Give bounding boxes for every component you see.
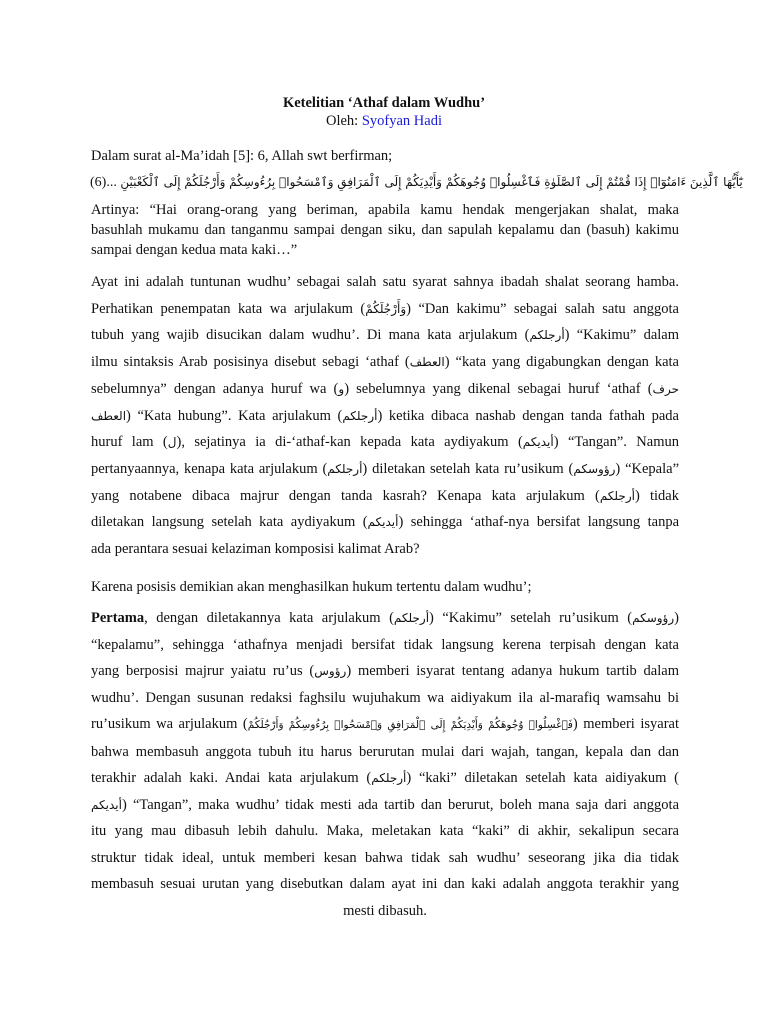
paragraph-line bbox=[91, 429, 679, 456]
arabic-term: أرجلكم bbox=[599, 488, 635, 503]
arabic-term: أرجلكم bbox=[529, 328, 565, 343]
document-title: Ketelitian ‘Athaf dalam Wudhu’ bbox=[282, 95, 486, 111]
verse-number: (6)... bbox=[90, 175, 117, 190]
text-run: ) “Kata hubung”. Kata arjulakum ( bbox=[126, 407, 343, 424]
text-run: ) “kaki” diletakan setelah kata aidiyakum ( bbox=[406, 770, 679, 786]
arabic-term: أيديكم bbox=[522, 435, 554, 450]
translation-line: basuhlah mukamu dan tanganmu sampai dengan siku, dan sapulah kepalamu dan (basuh) kakimu bbox=[91, 222, 679, 238]
arabic-term: أرجلكم bbox=[393, 611, 430, 625]
text-run: wudhu’. Dengan susunan redaksi faghsilu wujuhakum wa aidiyakum ila al-marafiq wamsahu bi bbox=[91, 689, 679, 706]
paragraph-line bbox=[91, 483, 679, 510]
paragraph-line bbox=[91, 685, 679, 712]
paragraph-line bbox=[91, 871, 679, 898]
arabic-term: وَأَرْجُلَكُمْ bbox=[365, 301, 407, 316]
paragraph-explanation bbox=[91, 269, 679, 563]
arabic-term: أرجلكم bbox=[371, 771, 407, 785]
text-run: bahwa membasuh anggota tubuh itu harus berurutan mulai dari wajah, tangan, kepala dan dan bbox=[91, 743, 679, 760]
arabic-term: أيديكم bbox=[367, 515, 399, 530]
paragraph-line bbox=[91, 658, 679, 685]
text-run: ) bbox=[674, 610, 679, 626]
paragraph-line bbox=[91, 898, 679, 925]
arabic-term: العطف bbox=[91, 408, 127, 423]
arabic-term: و bbox=[338, 381, 345, 396]
paragraph-first-point bbox=[91, 605, 679, 924]
text-run: ilmu sintaksis Arab posisinya disebut sebagi ‘athaf ( bbox=[91, 354, 410, 371]
byline-prefix: Oleh: bbox=[326, 113, 362, 129]
text-run: , dengan diletakannya kata arjulakum ( bbox=[144, 610, 394, 626]
paragraph-line bbox=[91, 456, 679, 483]
paragraph-line bbox=[91, 818, 679, 845]
text-run: ) sehingga ‘athaf-nya bersifat langsung tanpa bbox=[398, 514, 679, 531]
paragraph-line bbox=[91, 765, 679, 792]
paragraph-line bbox=[91, 536, 679, 563]
text-run: ada perantara sesuai kelaziman komposisi kalimat Arab? bbox=[91, 541, 420, 558]
text-run: ) diletakan setelah kata ru’usikum ( bbox=[362, 460, 574, 477]
text-run: tubuh yang wajib disucikan dalam wudhu’. Di mana kata arjulakum ( bbox=[91, 327, 530, 344]
paragraph-line bbox=[91, 605, 679, 632]
text-run: mesti dibasuh. bbox=[343, 902, 427, 919]
text-run: ) sebelumnya yang dikenal sebagai huruf ‘athaf ( bbox=[344, 380, 653, 397]
text-run: itu yang mau dibasuh lebih dahulu. Maka, meletakan kata “kaki” di akhir, sekalipun secara bbox=[91, 823, 679, 839]
arabic-term: فَٱغْسِلُوا۟ وُجُوهَكُمْ وَأَيْدِيَكُمْ إِلَى ٱلْمَرَافِقِ وَٱمْسَحُوا۟ بِرُءُوسِكُمْ وَأَرْجُلَكُمْ bbox=[247, 719, 573, 731]
arabic-term: ل bbox=[167, 435, 177, 450]
text-run: sebelumnya” dengan adanya huruf wa ( bbox=[91, 380, 339, 397]
text-run: Perhatikan penempatan kata wa arjulakum ( bbox=[91, 300, 366, 317]
paragraph-line bbox=[91, 349, 679, 376]
arabic-term: أرجلكم bbox=[342, 408, 378, 423]
paragraph-line bbox=[91, 792, 679, 819]
quran-verse bbox=[90, 170, 743, 195]
arabic-term: رؤوس bbox=[314, 664, 347, 678]
text-run: ) memberi isyarat bbox=[572, 716, 679, 732]
text-run: yang notabene dibaca majrur dengan tanda kasrah? Kenapa kata arjulakum ( bbox=[91, 487, 600, 504]
text-run: ) “Tangan”, maka wudhu’ tidak mesti ada tartib dan berurut, boleh mana saja dari anggota bbox=[121, 796, 679, 813]
text-run: ) “Dan kakimu” sebagai salah satu anggota bbox=[406, 300, 679, 317]
paragraph-line bbox=[91, 739, 679, 766]
arabic-term: العطف bbox=[409, 355, 445, 370]
text-run: ) memberi isyarat tentang adanya hukum tartib dalam bbox=[346, 663, 679, 679]
arabic-term: أيديكم bbox=[91, 797, 122, 812]
author-link[interactable]: Syofyan Hadi bbox=[361, 113, 442, 129]
paragraph-line bbox=[91, 403, 679, 430]
text-run: terakhir adalah kaki. Andai kata arjulakum ( bbox=[91, 770, 372, 786]
bold-lead: Pertama bbox=[91, 610, 145, 626]
translation-line: sampai dengan kedua mata kaki…” bbox=[91, 242, 298, 258]
text-run: struktur tidak ideal, untuk memberi kesan bahwa tidak sah wudhu’ seseorang jika dia tidak bbox=[91, 849, 679, 866]
text-run: pertanyaannya, kenapa kata arjulakum ( bbox=[91, 460, 328, 477]
paragraph-transition: Karena posisis demikian akan menghasilkan hukum tertentu dalam wudhu’; bbox=[91, 579, 532, 595]
text-run: huruf lam ( bbox=[91, 434, 168, 451]
translation-line: Artinya: “Hai orang-orang yang beriman, apabila kamu hendak mengerjakan shalat, maka bbox=[91, 202, 679, 218]
text-run: ru’usikum wa arjulakum ( bbox=[91, 716, 248, 732]
text-run: ) “Kakimu” setelah ru’usikum ( bbox=[429, 610, 633, 626]
paragraph-line bbox=[91, 711, 679, 739]
text-run: ), sejatinya ia di-‘athaf-kan kepada kata aydiyakum ( bbox=[176, 434, 523, 451]
text-run: Ayat ini adalah tuntunan wudhu’ sebagai salah satu syarat sahnya ibadah shalat seorang hamba. bbox=[91, 274, 679, 290]
paragraph-line bbox=[91, 509, 679, 536]
arabic-term: أرجلكم bbox=[327, 461, 363, 476]
arabic-term: رؤوسكم bbox=[632, 611, 675, 625]
paragraph-line bbox=[91, 376, 679, 403]
paragraph-line bbox=[91, 845, 679, 872]
intro-text: Dalam surat al-Ma’idah [5]: 6, Allah swt berfirman; bbox=[91, 148, 393, 164]
text-run: ) “Kakimu” dalam bbox=[564, 327, 679, 344]
text-run: membasuh sesuai urutan yang disebutkan dalam ayat ini dan kaki adalah anggota terakhir yang bbox=[91, 876, 679, 892]
paragraph-line bbox=[91, 269, 679, 296]
arabic-term: حرف bbox=[652, 381, 680, 396]
text-run: “kepalamu”, sehingga ‘athafnya menjadi bersifat tidak langsung kerena terpisah dengan kata bbox=[91, 636, 679, 653]
verse-translation bbox=[91, 200, 679, 260]
arabic-term: رؤوسكم bbox=[573, 461, 616, 476]
text-run: ) “Tangan”. Namun bbox=[553, 434, 679, 451]
text-run: ) “kata yang digabungkan dengan kata bbox=[444, 354, 679, 371]
verse-arabic: يَٰٓأَيُّهَا ٱلَّذِينَ ءَامَنُوٓا۟ إِذَا قُمْتُمْ إِلَى ٱلصَّلَوٰةِ فَٱغْسِلُوا۟ وُجُوهَكُمْ وَأَيْدِيَكُمْ إِلَى ٱلْمَرَافِقِ وَٱمْسَحُوا۟ بِرُءُوسِكُمْ وَأَرْجُلَكُمْ إِلَى ٱلْكَعْبَيْنِ bbox=[120, 175, 743, 189]
paragraph-line bbox=[91, 322, 679, 349]
text-run: diletakan langsung setelah kata aydiyakum ( bbox=[91, 514, 368, 531]
byline bbox=[0, 112, 768, 130]
text-run: ) “Kepala” bbox=[615, 460, 680, 477]
paragraph-line bbox=[91, 296, 679, 323]
text-run: yang berposisi majrur yaiatu ru’us ( bbox=[91, 663, 315, 679]
paragraph-line bbox=[91, 632, 679, 659]
text-run: ) ketika dibaca nashab dengan tanda fathah pada bbox=[377, 407, 679, 424]
text-run: ) tidak bbox=[634, 487, 679, 504]
